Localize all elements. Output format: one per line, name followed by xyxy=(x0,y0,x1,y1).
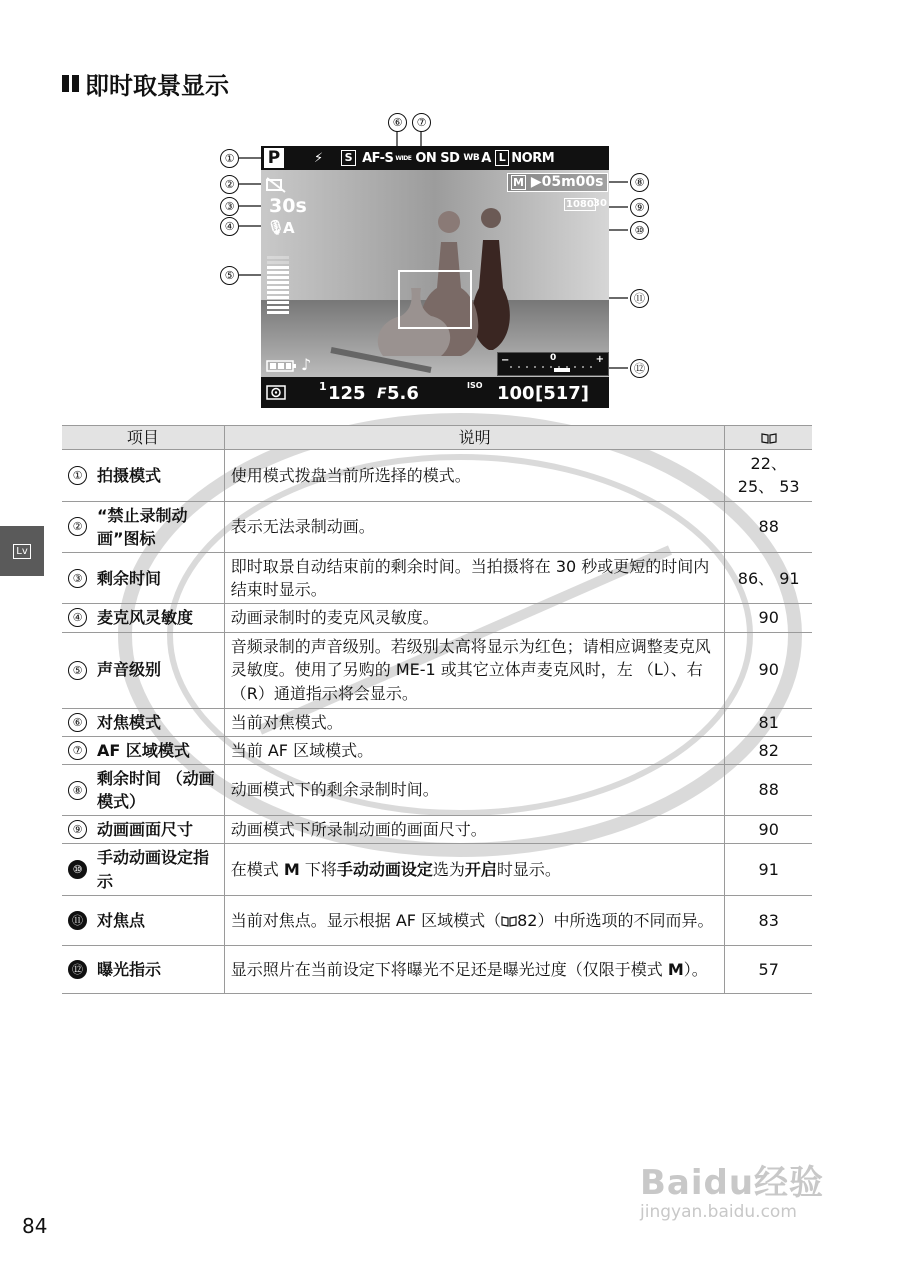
item-label: AF 区域模式 xyxy=(97,740,190,760)
description-part: 选为 xyxy=(432,860,465,880)
item-cell-content xyxy=(68,739,218,762)
item-cell-content xyxy=(68,567,218,590)
page-reference-cell: 81 xyxy=(725,708,812,736)
callout-6: ⑥ xyxy=(388,113,407,132)
item-number: ⑥ xyxy=(68,713,87,732)
description-cell xyxy=(224,501,725,552)
page-number: 84 xyxy=(22,1214,48,1238)
shooting-mode-indicator: P xyxy=(264,148,284,168)
table-row xyxy=(62,450,812,501)
remaining-time-display: 30s xyxy=(269,195,307,217)
item-cell xyxy=(62,945,224,993)
item-label: 拍摄模式 xyxy=(97,465,162,485)
description-part: 显示照片在当前设定下将曝光不足还是曝光过度（仅限于模式 xyxy=(230,959,668,979)
description-part: M xyxy=(667,959,684,979)
callout-3: ③ xyxy=(220,197,239,216)
movie-frame-rate-indicator: 30 xyxy=(593,198,607,209)
description-cell xyxy=(224,816,725,844)
page-reference-cell: 90 xyxy=(725,816,812,844)
callout-12: ⑫ xyxy=(630,359,649,378)
item-cell xyxy=(62,816,224,844)
item-number: ⑨ xyxy=(68,820,87,839)
table-row xyxy=(62,816,812,844)
description-part: 手动动画设定 xyxy=(336,860,433,880)
table-row xyxy=(62,945,812,993)
column-header-page xyxy=(725,426,812,450)
item-number: ③ xyxy=(68,569,87,588)
exposure-minus: − xyxy=(501,355,510,366)
display-items-table xyxy=(62,425,812,994)
music-note-icon: ♪ xyxy=(301,355,312,374)
description-cell xyxy=(224,708,725,736)
table-row xyxy=(62,501,812,552)
top-info-bar xyxy=(261,146,609,170)
shutter-speed-denominator: 125 xyxy=(328,383,366,404)
item-cell-content xyxy=(68,464,218,487)
table-row xyxy=(62,708,812,736)
page-reference-cell: 83 xyxy=(725,895,812,945)
item-cell xyxy=(62,632,224,708)
item-cell-content xyxy=(68,818,218,841)
exposure-indicator xyxy=(497,352,609,376)
description-part: 下将 xyxy=(299,860,337,880)
description-part: 开启 xyxy=(464,860,497,880)
table-row xyxy=(62,604,812,632)
af-area-mode-indicator: WIDE xyxy=(395,154,412,162)
callout-9: ⑨ xyxy=(630,198,649,217)
item-label: “禁止录制动画”图标 xyxy=(97,505,188,548)
description-text: 动画模式下所录制动画的画面尺寸。 xyxy=(230,820,487,840)
item-number: ⑫ xyxy=(68,960,87,979)
item-cell xyxy=(62,552,224,603)
item-cell-content xyxy=(68,846,218,892)
baidu-jingyan-watermark xyxy=(640,1155,824,1222)
description-cell xyxy=(224,764,725,815)
callout-1: ① xyxy=(220,149,239,168)
side-chapter-tab xyxy=(0,526,44,576)
item-label: 剩余时间 xyxy=(97,568,162,588)
live-view-icon: Lv xyxy=(13,544,31,559)
description-text: 音频录制的声音级别。若级别太高将显示为红色；请相应调整麦克风灵敏度。使用了另购的 ME-1 或其它立体声麦克风时，左 （L）、右 （R）通道指示将会显示。 xyxy=(230,637,711,703)
table-body xyxy=(62,450,812,994)
item-cell xyxy=(62,844,224,895)
description-cell xyxy=(224,450,725,501)
item-label: 对焦点 xyxy=(97,910,146,930)
description-part: 82 xyxy=(517,910,538,930)
item-number: ① xyxy=(68,466,87,485)
item-cell-content xyxy=(68,909,218,932)
column-header-item: 项目 xyxy=(62,426,224,450)
item-cell-content xyxy=(68,504,218,550)
focus-point-frame xyxy=(398,270,472,329)
exposure-scale-icon xyxy=(510,362,596,372)
picture-control-indicator: SD xyxy=(440,150,460,166)
item-number: ⑦ xyxy=(68,741,87,760)
aperture-value: 5.6 xyxy=(387,383,419,404)
book-icon xyxy=(501,916,517,927)
item-number: ⑩ xyxy=(68,860,87,879)
section-title-text: 即时取景显示 xyxy=(85,72,229,100)
page-reference-cell: 86、 91 xyxy=(725,552,812,603)
item-label: 麦克风灵敏度 xyxy=(97,608,194,628)
active-dlighting-indicator: ON xyxy=(415,150,437,166)
item-cell xyxy=(62,736,224,764)
description-cell xyxy=(224,552,725,603)
flash-icon: ⚡ xyxy=(314,150,323,166)
movie-camera-icon: ▶ xyxy=(530,174,542,190)
table-row xyxy=(62,844,812,895)
description-text: 动画模式下的剩余录制时间。 xyxy=(230,780,439,800)
movie-remaining-time-display xyxy=(507,173,608,192)
item-cell xyxy=(62,895,224,945)
metering-icon xyxy=(266,385,286,400)
description-cell xyxy=(224,632,725,708)
table-row xyxy=(62,764,812,815)
item-label: 对焦模式 xyxy=(97,712,162,732)
item-cell xyxy=(62,604,224,632)
release-mode-indicator: S xyxy=(341,150,356,166)
description-text: 动画录制时的麦克风灵敏度。 xyxy=(230,608,439,628)
description-text: 使用模式拨盘当前所选择的模式。 xyxy=(230,465,471,485)
baidu-url: jingyan.baidu.com xyxy=(640,1202,797,1222)
item-cell-content xyxy=(68,658,218,681)
page-reference-cell: 82 xyxy=(725,736,812,764)
item-cell-content xyxy=(68,606,218,629)
description-cell xyxy=(224,895,725,945)
column-header-description: 说明 xyxy=(224,426,725,450)
callout-8: ⑧ xyxy=(630,173,649,192)
description-part: 当前对焦点。显示根据 AF 区域模式（ xyxy=(230,910,502,930)
aperture-f-label: F xyxy=(377,386,387,402)
description-text: 当前 AF 区域模式。 xyxy=(230,740,374,760)
bottom-info-bar xyxy=(261,377,609,408)
remaining-shots: [517] xyxy=(535,383,590,404)
item-number: ⑧ xyxy=(68,781,87,800)
description-cell xyxy=(224,945,725,993)
iso-label: ISO xyxy=(467,381,483,390)
item-label: 动画画面尺寸 xyxy=(97,820,194,840)
audio-level-meter xyxy=(267,256,289,316)
description-text: 即时取景自动结束前的剩余时间。当拍摄将在 30 秒或更短的时间内结束时显示。 xyxy=(230,556,710,600)
callout-10: ⑩ xyxy=(630,221,649,240)
callout-4: ④ xyxy=(220,217,239,236)
item-cell xyxy=(62,764,224,815)
page-reference-cell: 88 xyxy=(725,501,812,552)
item-label: 声音级别 xyxy=(97,660,162,680)
focus-mode-indicator: AF-S xyxy=(362,150,394,166)
table-row xyxy=(62,552,812,603)
description-part: 时显示。 xyxy=(496,860,561,880)
item-number: ② xyxy=(68,517,87,536)
description-text: 当前对焦模式。 xyxy=(230,712,343,732)
manual-movie-mode-indicator: M xyxy=(513,176,524,189)
item-cell-content xyxy=(68,958,218,981)
item-number: ④ xyxy=(68,608,87,627)
table-row xyxy=(62,632,812,708)
section-title xyxy=(62,66,229,101)
item-cell xyxy=(62,708,224,736)
item-cell xyxy=(62,501,224,552)
item-label: 手动动画设定指示 xyxy=(97,848,210,891)
iso-value: 100 xyxy=(497,383,535,404)
page-reference-cell: 57 xyxy=(725,945,812,993)
no-movie-icon xyxy=(265,176,287,194)
callout-11: ⑪ xyxy=(630,289,649,308)
image-quality-indicator: NORM xyxy=(511,150,555,166)
table-row xyxy=(62,736,812,764)
description-cell xyxy=(224,604,725,632)
item-number: ⑤ xyxy=(68,661,87,680)
exposure-zero: 0 xyxy=(550,353,557,363)
battery-icon xyxy=(266,359,298,373)
callout-5: ⑤ xyxy=(220,266,239,285)
white-balance-icon: WB xyxy=(463,153,480,163)
item-cell-content xyxy=(68,711,218,734)
item-cell xyxy=(62,450,224,501)
description-cell xyxy=(224,736,725,764)
callout-2: ② xyxy=(220,175,239,194)
section-marker-icon xyxy=(62,75,79,92)
item-number: ⑪ xyxy=(68,911,87,930)
microphone-icon: 🎙︎ xyxy=(267,220,285,236)
table-header-row xyxy=(62,426,812,450)
baidu-logo: Baidu经验 xyxy=(640,1163,825,1203)
page-reference-cell: 90 xyxy=(725,632,812,708)
description-part: ）。 xyxy=(683,959,708,979)
movie-frame-size-indicator: 1080 xyxy=(566,199,594,210)
exposure-plus: + xyxy=(595,354,604,365)
description-part: ）中所选项的不同而异。 xyxy=(537,910,714,930)
description-cell xyxy=(224,844,725,895)
table-row xyxy=(62,895,812,945)
page-reference-cell: 90 xyxy=(725,604,812,632)
item-label: 曝光指示 xyxy=(97,959,162,979)
callout-7: ⑦ xyxy=(412,113,431,132)
item-cell-content xyxy=(68,767,218,813)
white-balance-indicator: A xyxy=(481,150,491,166)
page-reference-cell: 91 xyxy=(725,844,812,895)
item-label: 剩余时间 （动画模式） xyxy=(97,768,215,812)
movie-remaining-time: 05m00s xyxy=(541,174,604,190)
book-icon xyxy=(761,433,777,444)
page-reference-cell: 22、 25、 53 xyxy=(725,450,812,501)
image-size-indicator: L xyxy=(495,150,510,166)
description-part: 在模式 xyxy=(230,860,284,880)
description-text: 表示无法录制动画。 xyxy=(230,517,375,537)
page-reference-cell: 88 xyxy=(725,764,812,815)
live-view-screen xyxy=(261,146,609,408)
description-part: M xyxy=(283,860,300,880)
mic-sensitivity-indicator: A xyxy=(283,219,295,237)
shutter-speed-numerator: 1 xyxy=(319,380,327,393)
